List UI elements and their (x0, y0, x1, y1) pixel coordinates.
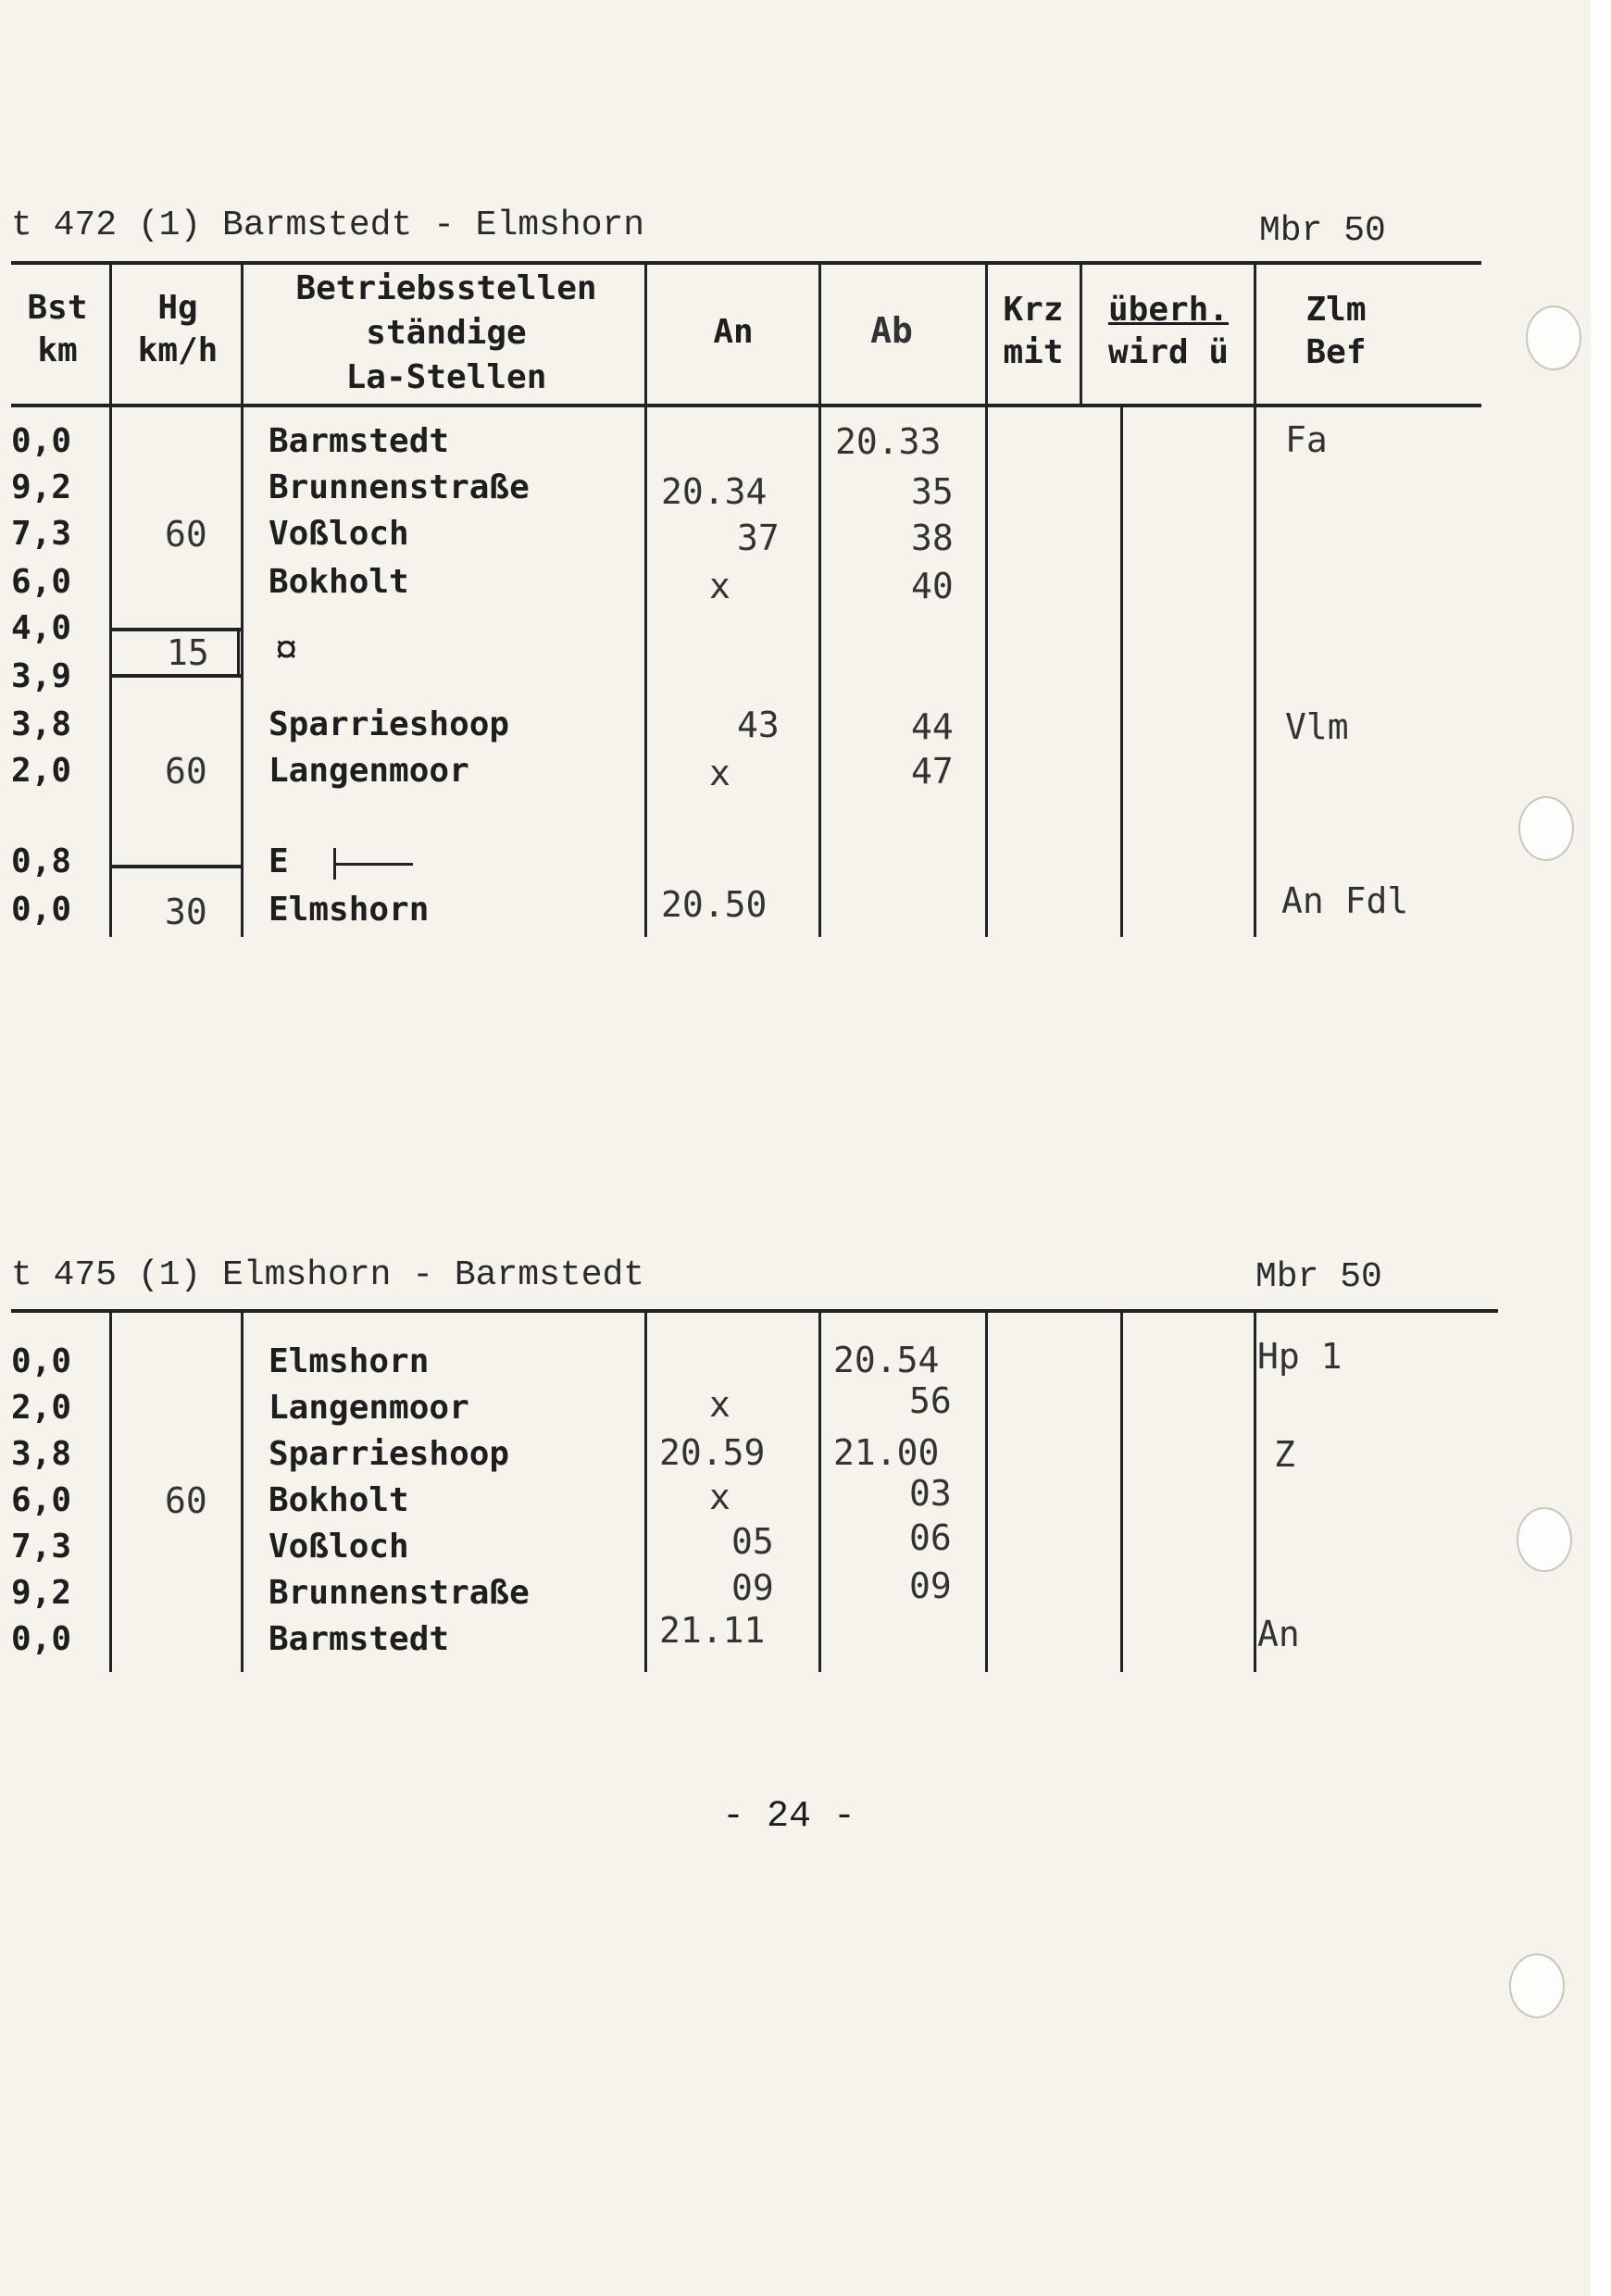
brake-percentage: Mbr 50 (1255, 1257, 1382, 1297)
column-divider (241, 1309, 244, 1672)
column-divider (109, 261, 112, 937)
speed-box-side (237, 628, 240, 678)
departure-time: 06 (909, 1517, 952, 1558)
column-divider (1120, 406, 1123, 937)
km-value: 6,0 (11, 563, 72, 601)
km-value: 0,0 (11, 1342, 72, 1380)
km-value: 3,8 (11, 705, 72, 743)
arrival-time: 21.11 (659, 1610, 766, 1651)
arrival-time: 37 (737, 518, 780, 558)
km-value: 7,3 (11, 515, 72, 553)
km-value: 0,8 (11, 842, 72, 880)
header-bst: Bst km (27, 289, 88, 369)
station-name: Bokholt (268, 1481, 409, 1519)
departure-time: 40 (911, 566, 954, 606)
departure-time: 21.00 (833, 1432, 940, 1473)
station-name: Bokholt (268, 563, 409, 601)
arrival-time: 20.34 (661, 471, 768, 512)
km-value: 3,9 (11, 657, 72, 695)
km-value: 2,0 (11, 1389, 72, 1427)
arrival-time: 20.59 (659, 1432, 766, 1473)
speed-value: 60 (165, 514, 207, 555)
km-value: 2,0 (11, 752, 72, 790)
header-ueberholung: überh. wird ü (1107, 291, 1230, 371)
speed-change-line (109, 865, 241, 868)
remark: Vlm (1285, 706, 1349, 747)
column-divider (818, 261, 821, 937)
header-betriebsstellen: Betriebsstellen ständige La-Stellen (295, 269, 597, 396)
speed-value: 60 (165, 1480, 207, 1521)
table-header-rule (11, 404, 1481, 407)
km-value: 0,0 (11, 891, 72, 929)
punch-hole (1518, 796, 1574, 861)
remark: An Fdl (1281, 880, 1409, 921)
level-crossing-symbol: ¤ (274, 630, 299, 676)
station-name: Langenmoor (268, 1389, 469, 1427)
km-value: 4,0 (11, 609, 72, 647)
speed-value: 60 (165, 751, 207, 792)
page-edge (1591, 0, 1611, 2296)
station-name: Langenmoor (268, 752, 469, 790)
departure-time: 20.54 (833, 1340, 940, 1380)
departure-time: 09 (909, 1566, 952, 1606)
column-divider (1120, 1309, 1123, 1672)
station-name: Barmstedt (268, 1620, 450, 1658)
departure-time: 38 (911, 518, 954, 558)
departure-time: 56 (909, 1380, 952, 1421)
km-value: 3,8 (11, 1435, 72, 1473)
departure-time: 20.33 (835, 421, 942, 462)
brake-percentage: Mbr 50 (1259, 211, 1386, 251)
timetable-title-472: t 472 (1) Barmstedt - Elmshorn (11, 206, 645, 245)
header-hg: Hg km/h (137, 289, 219, 369)
km-value: 0,0 (11, 1620, 72, 1658)
station-name: Sparrieshoop (268, 705, 510, 743)
station-name: Sparrieshoop (268, 1435, 510, 1473)
remark: Z (1274, 1434, 1295, 1475)
column-divider (109, 1309, 112, 1672)
arrival-time: 09 (731, 1567, 774, 1608)
remark: Fa (1285, 419, 1328, 460)
punch-hole (1509, 1953, 1565, 2018)
departure-time: 44 (911, 706, 954, 747)
departure-time: 47 (911, 751, 954, 792)
departure-time: 03 (909, 1473, 952, 1514)
station-name: Voßloch (268, 1528, 409, 1566)
column-divider (644, 1309, 647, 1672)
arrival-time: x (709, 1477, 731, 1517)
column-divider (985, 1309, 988, 1672)
header-ab: Ab (870, 310, 913, 351)
arrival-time: 05 (731, 1521, 774, 1562)
arrival-time: x (709, 1384, 731, 1425)
km-value: 7,3 (11, 1528, 72, 1566)
header-krz: Krz mit (1003, 291, 1064, 371)
column-divider (818, 1309, 821, 1672)
arrival-time: x (709, 566, 731, 606)
station-name: Brunnenstraße (268, 468, 530, 506)
station-name: Voßloch (268, 515, 409, 553)
punch-hole (1526, 306, 1581, 370)
station-name: Barmstedt (268, 422, 450, 460)
km-value: 0,0 (11, 422, 72, 460)
km-value: 9,2 (11, 1574, 72, 1612)
header-zlm: Zlm Bef (1305, 291, 1367, 371)
station-name: Elmshorn (268, 1342, 430, 1380)
remark: An (1257, 1614, 1300, 1654)
speed-value: 30 (165, 892, 207, 932)
arrival-time: 43 (737, 705, 780, 745)
header-an: An (713, 313, 754, 351)
km-value: 6,0 (11, 1481, 72, 1519)
speed-restriction-value: 15 (167, 632, 209, 673)
table-top-rule (11, 1309, 1498, 1313)
station-name: Brunnenstraße (268, 1574, 530, 1612)
page-number: - 24 - (722, 1796, 856, 1838)
signal-mark-line (333, 863, 413, 866)
arrival-time: 20.50 (661, 884, 768, 925)
timetable-title-475: t 475 (1) Elmshorn - Barmstedt (11, 1255, 645, 1295)
table-top-rule (11, 261, 1481, 265)
km-value: 9,2 (11, 468, 72, 506)
remark: Hp 1 (1257, 1336, 1342, 1377)
arrival-time: x (709, 753, 731, 793)
signal-label: E (268, 842, 289, 880)
departure-time: 35 (911, 471, 954, 512)
station-name: Elmshorn (268, 891, 430, 929)
column-divider (1254, 1309, 1256, 1672)
punch-hole (1517, 1507, 1572, 1572)
